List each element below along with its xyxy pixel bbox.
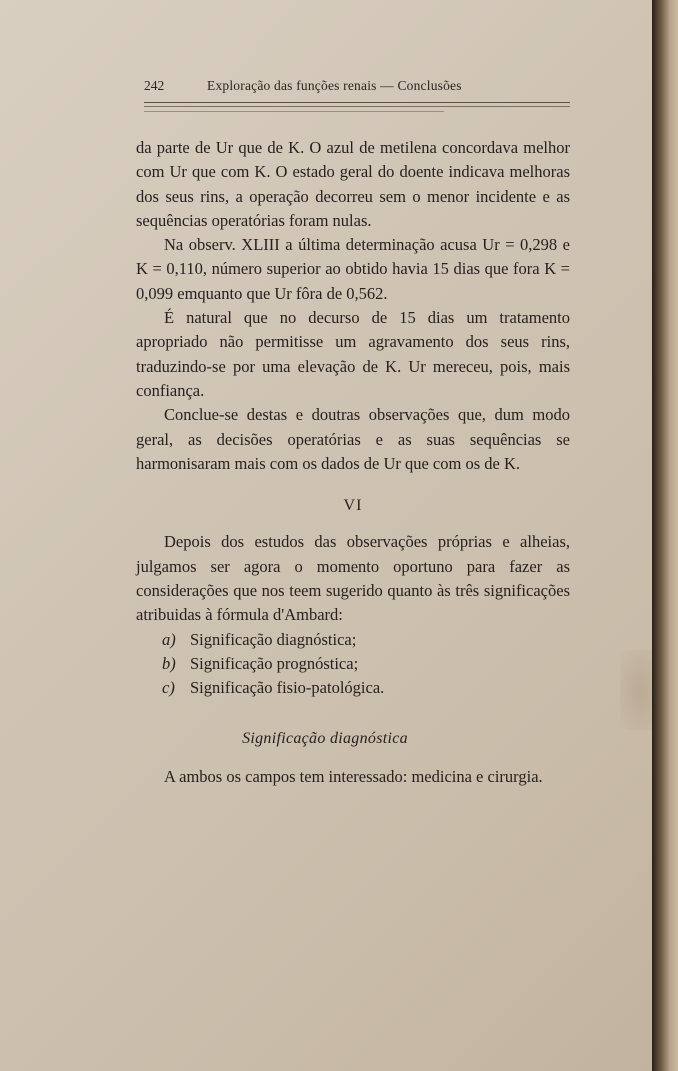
- section-number: VI: [343, 497, 363, 515]
- header-rule: [144, 102, 570, 103]
- header-rule-faint: [144, 111, 444, 112]
- paragraph: Conclue-se destas e doutras observações que, dum modo geral, as decisões operatórias e as suas sequências se harmonisaram mais com os dados de Ur que com os de K.: [136, 405, 570, 473]
- section-intro: Depois dos estudos das observações próprias e alheias, julgamos ser agora o momento oportuno para fazer as considerações que nos teem sugerido quanto às três significações atribuidas à fórmula d'Ambard:: [136, 532, 570, 625]
- significance-list: [136, 628, 570, 701]
- list-item-text: Significação fisio-patológica.: [190, 678, 385, 698]
- list-marker: c): [162, 678, 175, 698]
- paragraph: Na observ. XLIII a última determinação acusa Ur = 0,298 e K = 0,110, número superior ao obtido havia 15 dias que fora K = 0,099 emquanto que Ur fôra de 0,562.: [136, 235, 570, 303]
- list-marker: b): [162, 653, 176, 673]
- list-item-text: Significação diagnóstica;: [190, 629, 357, 649]
- list-item: [136, 652, 570, 676]
- running-title: Exploração das funções renais — Conclusões: [207, 78, 462, 93]
- paragraph: É natural que no decurso de 15 dias um tratamento apropriado não permitisse um agravamento dos seus rins, traduzindo-se por uma elevação de K. Ur mereceu, pois, mais confiança.: [136, 308, 570, 400]
- closing-paragraph: A ambos os campos tem interessado: medicina e cirurgia.: [164, 766, 543, 786]
- page-body: [136, 136, 570, 789]
- paragraph: da parte de Ur que de K. O azul de metilena concordava melhor com Ur que com K. O estado geral do doente indicava melhoras dos seus rins, a operação decorreu sem o menor incidente e as sequências operatórias foram nulas.: [136, 138, 570, 230]
- header-rule-double: [144, 106, 570, 107]
- list-marker: a): [162, 629, 176, 649]
- page-edge-shadow: [652, 0, 678, 1071]
- subheading: Significação diagnóstica: [242, 729, 408, 747]
- page-number: 242: [144, 78, 165, 93]
- list-item: [136, 676, 570, 700]
- list-item-text: Significação prognóstica;: [190, 653, 359, 673]
- list-item: [136, 628, 570, 652]
